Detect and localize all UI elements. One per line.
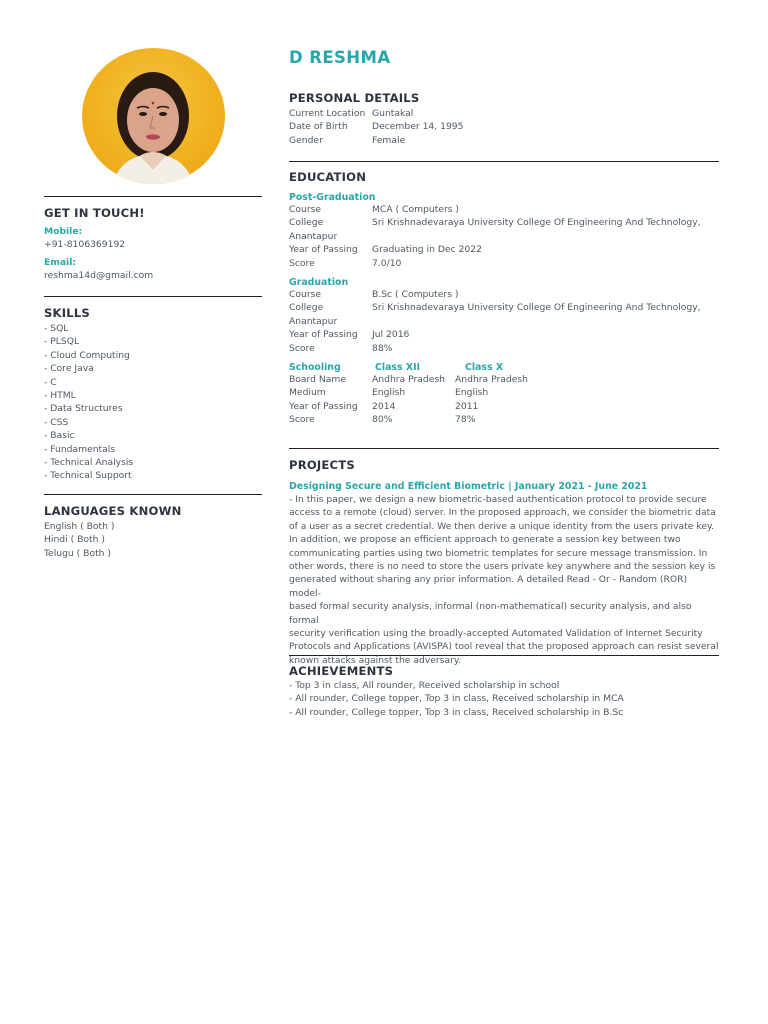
email-label: Email:: [44, 256, 77, 268]
languages-heading: LANGUAGES KNOWN: [44, 504, 182, 518]
skill-item: - CSS: [44, 416, 69, 428]
detail-value: Guntakal: [372, 108, 414, 119]
ug-course-value: B.Sc ( Computers ): [372, 289, 459, 301]
skill-item: - Technical Support: [44, 470, 132, 482]
schooling-key: Year of Passing: [289, 400, 358, 412]
skill-item: - Fundamentals: [44, 443, 116, 455]
skills-list: [44, 322, 262, 483]
language-item: Hindi ( Both ): [44, 534, 105, 546]
contact-section: [44, 206, 262, 283]
language-item: Telugu ( Both ): [44, 547, 112, 559]
class-xii-value: 2014: [372, 400, 396, 412]
languages-section: [44, 504, 262, 560]
divider: [289, 448, 719, 449]
ug-college-value: Sri Krishnadevaraya University College Of Engineering And Technology,: [372, 302, 701, 314]
detail-key: Current Location: [289, 108, 366, 119]
ug-year-key: Year of Passing: [289, 329, 358, 341]
schooling-title: Schooling: [289, 362, 341, 374]
schooling-row: [289, 400, 719, 413]
pg-course-value: MCA ( Computers ): [372, 204, 460, 215]
pg-title: Post-Graduation: [289, 192, 376, 203]
profile-photo: [82, 48, 225, 184]
skill-item: - C: [44, 376, 57, 388]
schooling-row: [289, 373, 719, 386]
education-section: [289, 170, 719, 427]
class-xii-value: English: [372, 387, 406, 399]
language-item: English ( Both ): [44, 521, 115, 532]
detail-row: [289, 134, 719, 147]
schooling-key: Board Name: [289, 374, 347, 386]
skill-item: - Core Java: [44, 363, 94, 375]
ug-title: Graduation: [289, 277, 349, 289]
detail-value: December 14, 1995: [372, 121, 464, 133]
personal-table: [289, 107, 719, 147]
achievements-heading: ACHIEVEMENTS: [289, 664, 394, 678]
skill-item: - SQL: [44, 323, 69, 334]
class-x-value: 78%: [455, 414, 476, 426]
schooling-key: Medium: [289, 387, 326, 399]
project-line: known attacks against the adversary.: [289, 654, 461, 666]
pg-year-key: Year of Passing: [289, 244, 358, 256]
detail-key: Date of Birth: [289, 121, 348, 133]
divider: [289, 161, 719, 162]
pg-score-value: 7.0/10: [372, 257, 402, 269]
achievements-list: [289, 679, 719, 719]
project-line: security verification using the broadly-accepted Automated Validation of Internet Security: [289, 628, 703, 640]
name-block: [289, 48, 719, 67]
skill-item: - Basic: [44, 430, 75, 442]
class-x-value: English: [455, 387, 489, 399]
languages-list: [44, 520, 262, 560]
class-x-header: Class X: [465, 362, 504, 374]
detail-value: Female: [372, 134, 406, 146]
divider: [44, 296, 262, 297]
divider: [44, 494, 262, 495]
project-line: - In this paper, we design a new biometric-based authentication protocol to provide secure: [289, 494, 707, 505]
achievements-section: [289, 664, 719, 719]
skill-item: - PLSQL: [44, 336, 80, 348]
detail-row: [289, 107, 719, 120]
divider: [289, 655, 719, 656]
pg-score-key: Score: [289, 257, 315, 269]
schooling-row: [289, 413, 719, 426]
achievement-item: - Top 3 in class, All rounder, Received scholarship in school: [289, 680, 560, 691]
education-heading: EDUCATION: [289, 170, 367, 184]
project-title: Designing Secure and Efficient Biometric | January 2021 - June 2021: [289, 481, 648, 492]
project-description: [289, 493, 719, 667]
detail-row: [289, 120, 719, 133]
schooling-table: [289, 373, 719, 427]
projects-section: [289, 458, 719, 667]
projects-heading: PROJECTS: [289, 458, 355, 472]
pg-college-value: Sri Krishnadevaraya University College Of Engineering And Technology,: [372, 217, 701, 229]
detail-key: Gender: [289, 134, 323, 146]
skill-item: - Technical Analysis: [44, 457, 134, 469]
class-x-value: Andhra Pradesh: [455, 374, 528, 386]
ug-college-cont: Anantapur: [289, 315, 338, 327]
project-line: generated without sharing any prior information. A detailed Read - Or - Random (ROR) model-: [289, 574, 688, 599]
ug-course-key: Course: [289, 289, 322, 301]
project-line: access to a remote (cloud) server. In the proposed approach, we consider the biometric data: [289, 507, 716, 519]
portrait-image: [82, 48, 225, 184]
achievement-item: - All rounder, College topper, Top 3 in class, Received scholarship in B.Sc: [289, 706, 624, 718]
personal-section: [289, 91, 719, 147]
project-line: based formal security analysis, informal (non-mathematical) security analysis, and also formal: [289, 601, 692, 626]
email-link[interactable]: reshma14d@gmail.com: [44, 270, 154, 282]
pg-year-value: Graduating in Dec 2022: [372, 244, 482, 256]
pg-college-cont: Anantapur: [289, 230, 338, 242]
project-line: Protocols and Applications (AVISPA) tool reveal that the proposed approach can resist several: [289, 641, 719, 653]
divider: [44, 196, 262, 197]
project-line: of a user as a secret credential. We then derive a unique identity from the users private key.: [289, 520, 715, 532]
class-xii-value: 80%: [372, 414, 393, 426]
class-x-value: 2011: [455, 400, 479, 412]
project-line: other words, there is no need to store the users private key anywhere and the session key is: [289, 561, 716, 573]
contact-heading: GET IN TOUCH!: [44, 206, 145, 220]
skill-item: - Cloud Computing: [44, 349, 130, 361]
achievement-item: - All rounder, College topper, Top 3 in class, Received scholarship in MCA: [289, 693, 624, 705]
skills-section: [44, 306, 262, 483]
class-xii-value: Andhra Pradesh: [372, 374, 445, 386]
ug-college-key: College: [289, 302, 324, 314]
class-xii-header: Class XII: [375, 362, 421, 374]
mobile-label: Mobile:: [44, 226, 83, 237]
schooling-row: [289, 386, 719, 399]
project-line: In addition, we propose an efficient approach to generate a session key between two: [289, 534, 681, 546]
ug-score-value: 88%: [372, 342, 393, 354]
pg-course-key: Course: [289, 204, 322, 215]
schooling-key: Score: [289, 414, 315, 426]
ug-year-value: Jul 2016: [372, 329, 410, 341]
skill-item: - Data Structures: [44, 403, 123, 415]
personal-heading: PERSONAL DETAILS: [289, 91, 420, 105]
ug-score-key: Score: [289, 342, 315, 354]
mobile-value: +91-8106369192: [44, 239, 126, 251]
skills-heading: SKILLS: [44, 306, 90, 320]
pg-college-key: College: [289, 217, 324, 229]
candidate-name: D RESHMA: [289, 48, 391, 67]
project-line: communicating parties using two biometric templates for secure message transmission. In: [289, 547, 708, 559]
skill-item: - HTML: [44, 390, 76, 402]
